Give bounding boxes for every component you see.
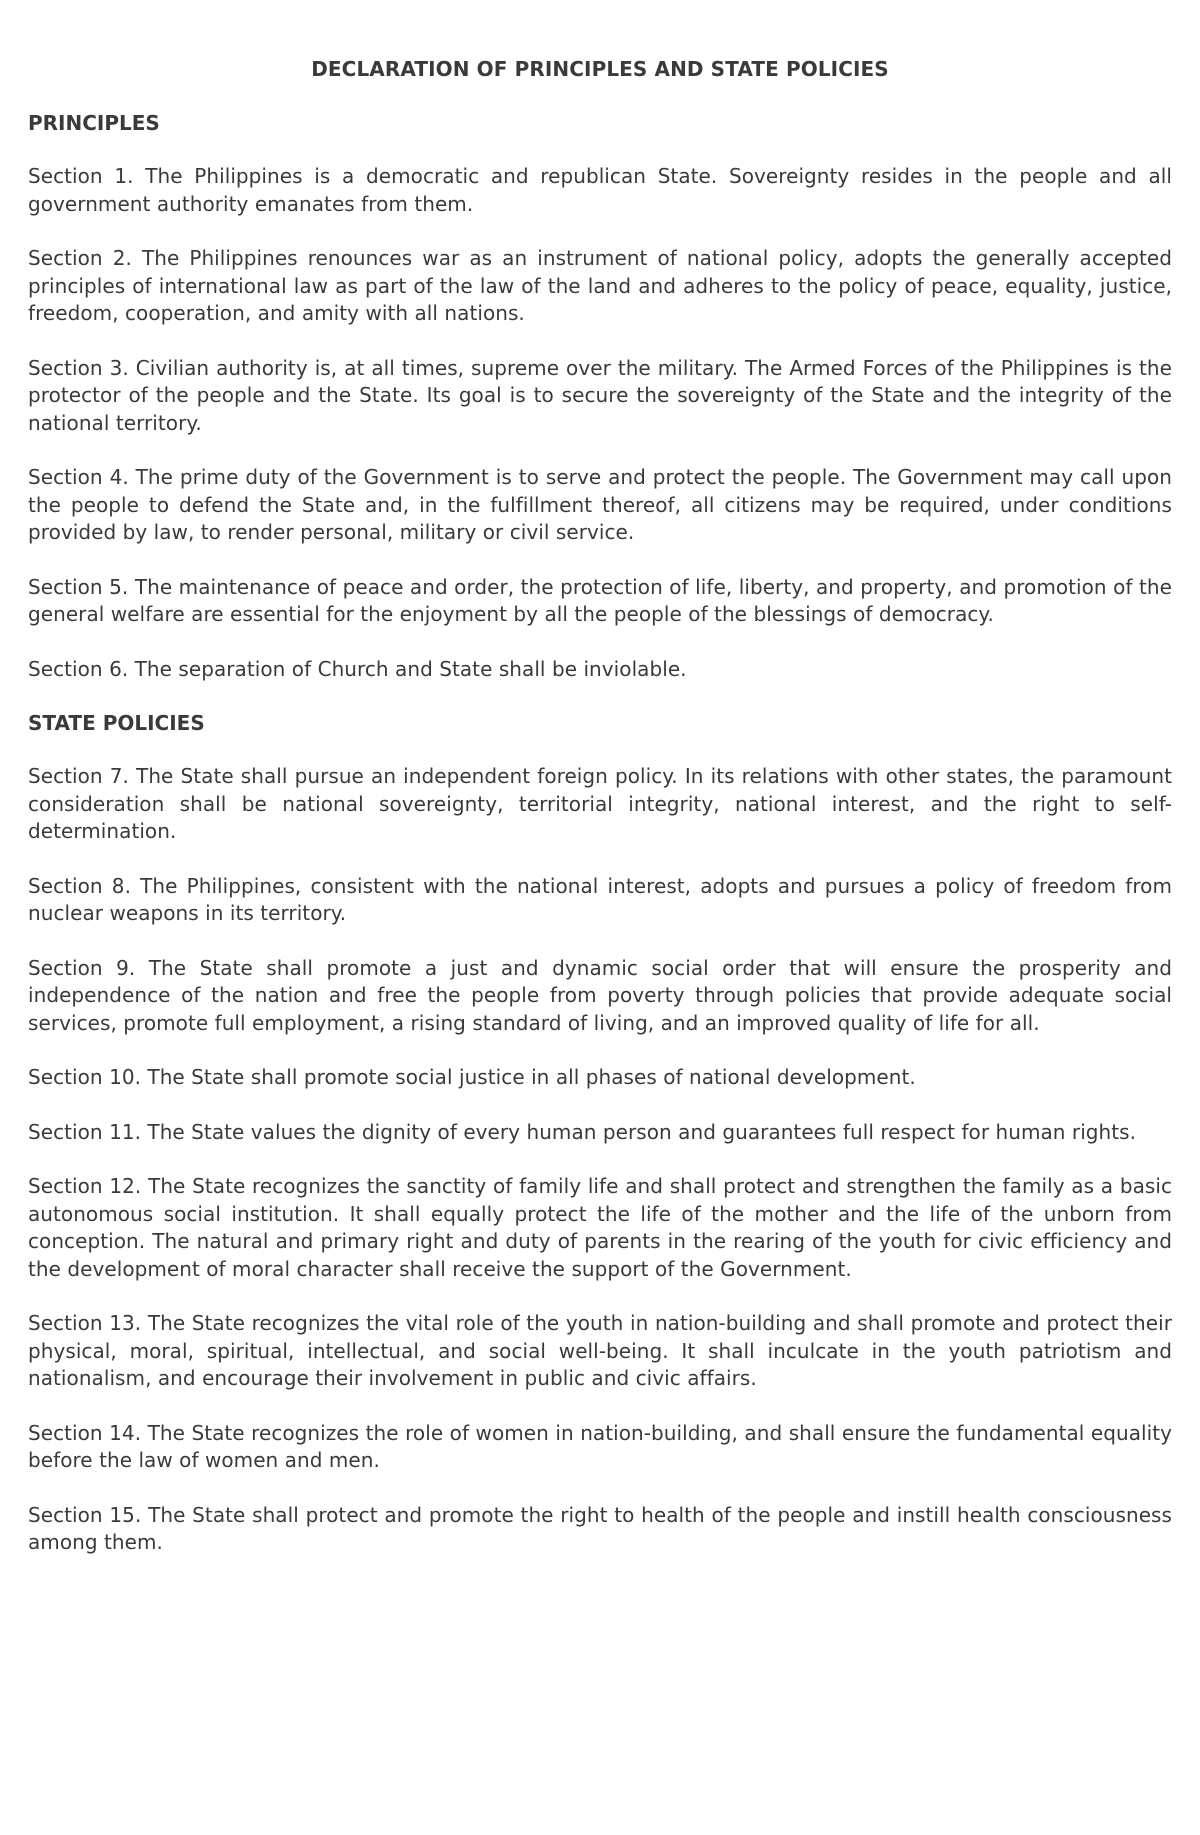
section-2: Section 2. The Philippines renounces war as an instrument of national policy, adopts the generally accepted principles of international law as part of the law of the land and adheres to the policy of peace, equality, justice, freedom, cooperation, and amity with all nations. [28,246,1172,325]
section-3: Section 3. Civilian authority is, at all times, supreme over the military. The Armed Forces of the Philippines is the protector of the people and the State. Its goal is to secure the sovereignty of the State and the integrity of the national territory. [28,355,1172,435]
principles-heading: PRINCIPLES [28,111,160,135]
state-policies-heading: STATE POLICIES [28,711,205,735]
section-9: Section 9. The State shall promote a just and dynamic social order that will ensure the prosperity and independence of the nation and free the people from poverty through policies that provide adequate social services, promote full employment, a rising standard of living, and an improved quality of life for all. [28,955,1172,1035]
section-12: Section 12. The State recognizes the sanctity of family life and shall protect and strengthen the family as a basic autonomous social institution. It shall equally protect the life of the mother and the life of the unborn from conception. The natural and primary right and duty of parents in the rearing of the youth for civic efficiency and the development of moral character shall receive the support of the Government. [28,1174,1172,1281]
section-11: Section 11. The State values the dignity of every human person and guarantees full respect for human rights. [28,1119,1137,1144]
section-1: Section 1. The Philippines is a democratic and republican State. Sovereignty resides in the people and all government authority emanates from them. [28,164,1172,216]
section-4: Section 4. The prime duty of the Government is to serve and protect the people. The Government may call upon the people to defend the State and, in the fulfillment thereof, all citizens may be required, under conditions provided by law, to render personal, military or civil service. [28,465,1172,544]
section-8: Section 8. The Philippines, consistent with the national interest, adopts and pursues a policy of freedom from nuclear weapons in its territory. [28,873,1172,925]
section-14: Section 14. The State recognizes the role of women in nation-building, and shall ensure the fundamental equality before the law of women and men. [28,1420,1172,1472]
section-15: Section 15. The State shall protect and promote the right to health of the people and instill health consciousness among them. [28,1502,1172,1554]
section-7: Section 7. The State shall pursue an independent foreign policy. In its relations with other states, the paramount consideration shall be national sovereignty, territorial integrity, national interest, and the right to self-determination. [28,764,1172,843]
section-6: Section 6. The separation of Church and State shall be inviolable. [28,656,687,681]
section-13: Section 13. The State recognizes the vital role of the youth in nation-building and shall promote and protect their physical, moral, spiritual, intellectual, and social well-being. It shall inculcate in the youth patriotism and nationalism, and encourage their involvement in public and civic affairs. [28,1311,1172,1390]
section-10: Section 10. The State shall promote social justice in all phases of national development. [28,1065,916,1089]
section-5: Section 5. The maintenance of peace and order, the protection of life, liberty, and property, and promotion of the general welfare are essential for the enjoyment by all the people of the blessings of democracy. [28,574,1172,626]
document-title: DECLARATION OF PRINCIPLES AND STATE POLICIES [311,57,889,81]
